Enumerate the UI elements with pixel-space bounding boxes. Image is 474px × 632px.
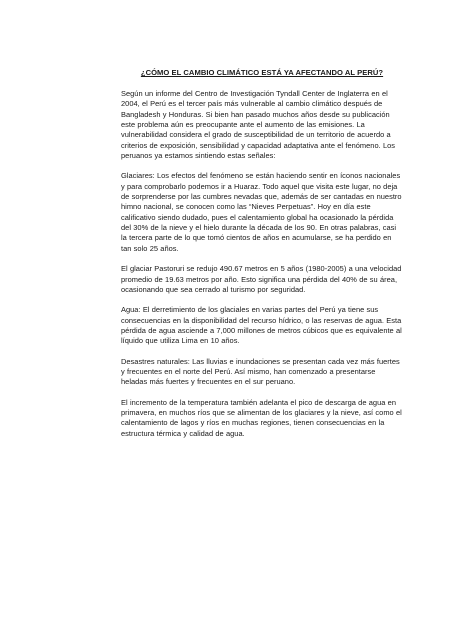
paragraph-temperatura: El incremento de la temperatura también adelanta el pico de descarga de agua en primavera, en muchos ríos que se alimentan de los glaciares y la nieve, así como el calentamiento de lagos y ríos en muchas regiones, tienen consecuencias en la estructura térmica y calidad de agua. [121, 397, 402, 438]
paragraph-agua: Agua: El derretimiento de los glaciales en varias partes del Perú ya tiene sus consecuencias en la disponibilidad del recurso hídrico, o las reservas de agua. Esta pérdida de agua asciende a 7,000 millones de metros cúbicos que es equivalente al líquido que utiliza Lima en 10 años. [121, 305, 402, 346]
paragraph-intro: Según un informe del Centro de Investigación Tyndall Center de Inglaterra en el 2004, el Perú es el tercer país más vulnerable al cambio climático después de Bangladesh y Honduras. Si bien han pasado muchos años desde su publicación este problema aún es preocupante ante el aumento de las emisiones. La vulnerabilidad considera el grado de susceptibilidad de un territorio de acuerdo a criterios de exposición, sensibilidad y capacidad adaptativa ante el fenómeno. Los peruanos ya estamos sintiendo estas señales: [121, 89, 396, 161]
document-body [121, 68, 403, 449]
paragraph-desastres: Desastres naturales: Las lluvias e inundaciones se presentan cada vez más fuertes y frecuentes en el norte del Perú. Así mismo, han comenzado a presentarse heladas más fuertes y frecuentes en el sur peruano. [121, 356, 400, 387]
document-title: ¿CÓMO EL CAMBIO CLIMÁTICO ESTÁ YA AFECTANDO AL PERÚ? [140, 68, 384, 77]
paragraph-glaciares: Glaciares: Los efectos del fenómeno se están haciendo sentir en íconos nacionales y para comprobarlo podemos ir a Huaraz. Todo aquel que visita este lugar, no deja de sorprenderse por las cumbres nevadas que, además de ser cantadas en nuestro himno nacional, se conocen como las “Nieves Perpetuas”. Hoy en día este calificativo siendo dudado, pues el calentamiento global ha ocasionado la pérdida del 30% de la nieve y el hielo durante la década de los 90. En otras palabras, casi la tercera parte de lo que tomó cientos de años en acumularse, se ha perdido en tan solo 25 años. [121, 171, 402, 253]
paragraph-pastoruri: El glaciar Pastoruri se redujo 490.67 metros en 5 años (1980-2005) a una velocidad promedio de 19.63 metros por año. Esto significa una pérdida del 40% de su área, ocasionando que sea cerrado al turismo por seguridad. [121, 264, 402, 294]
